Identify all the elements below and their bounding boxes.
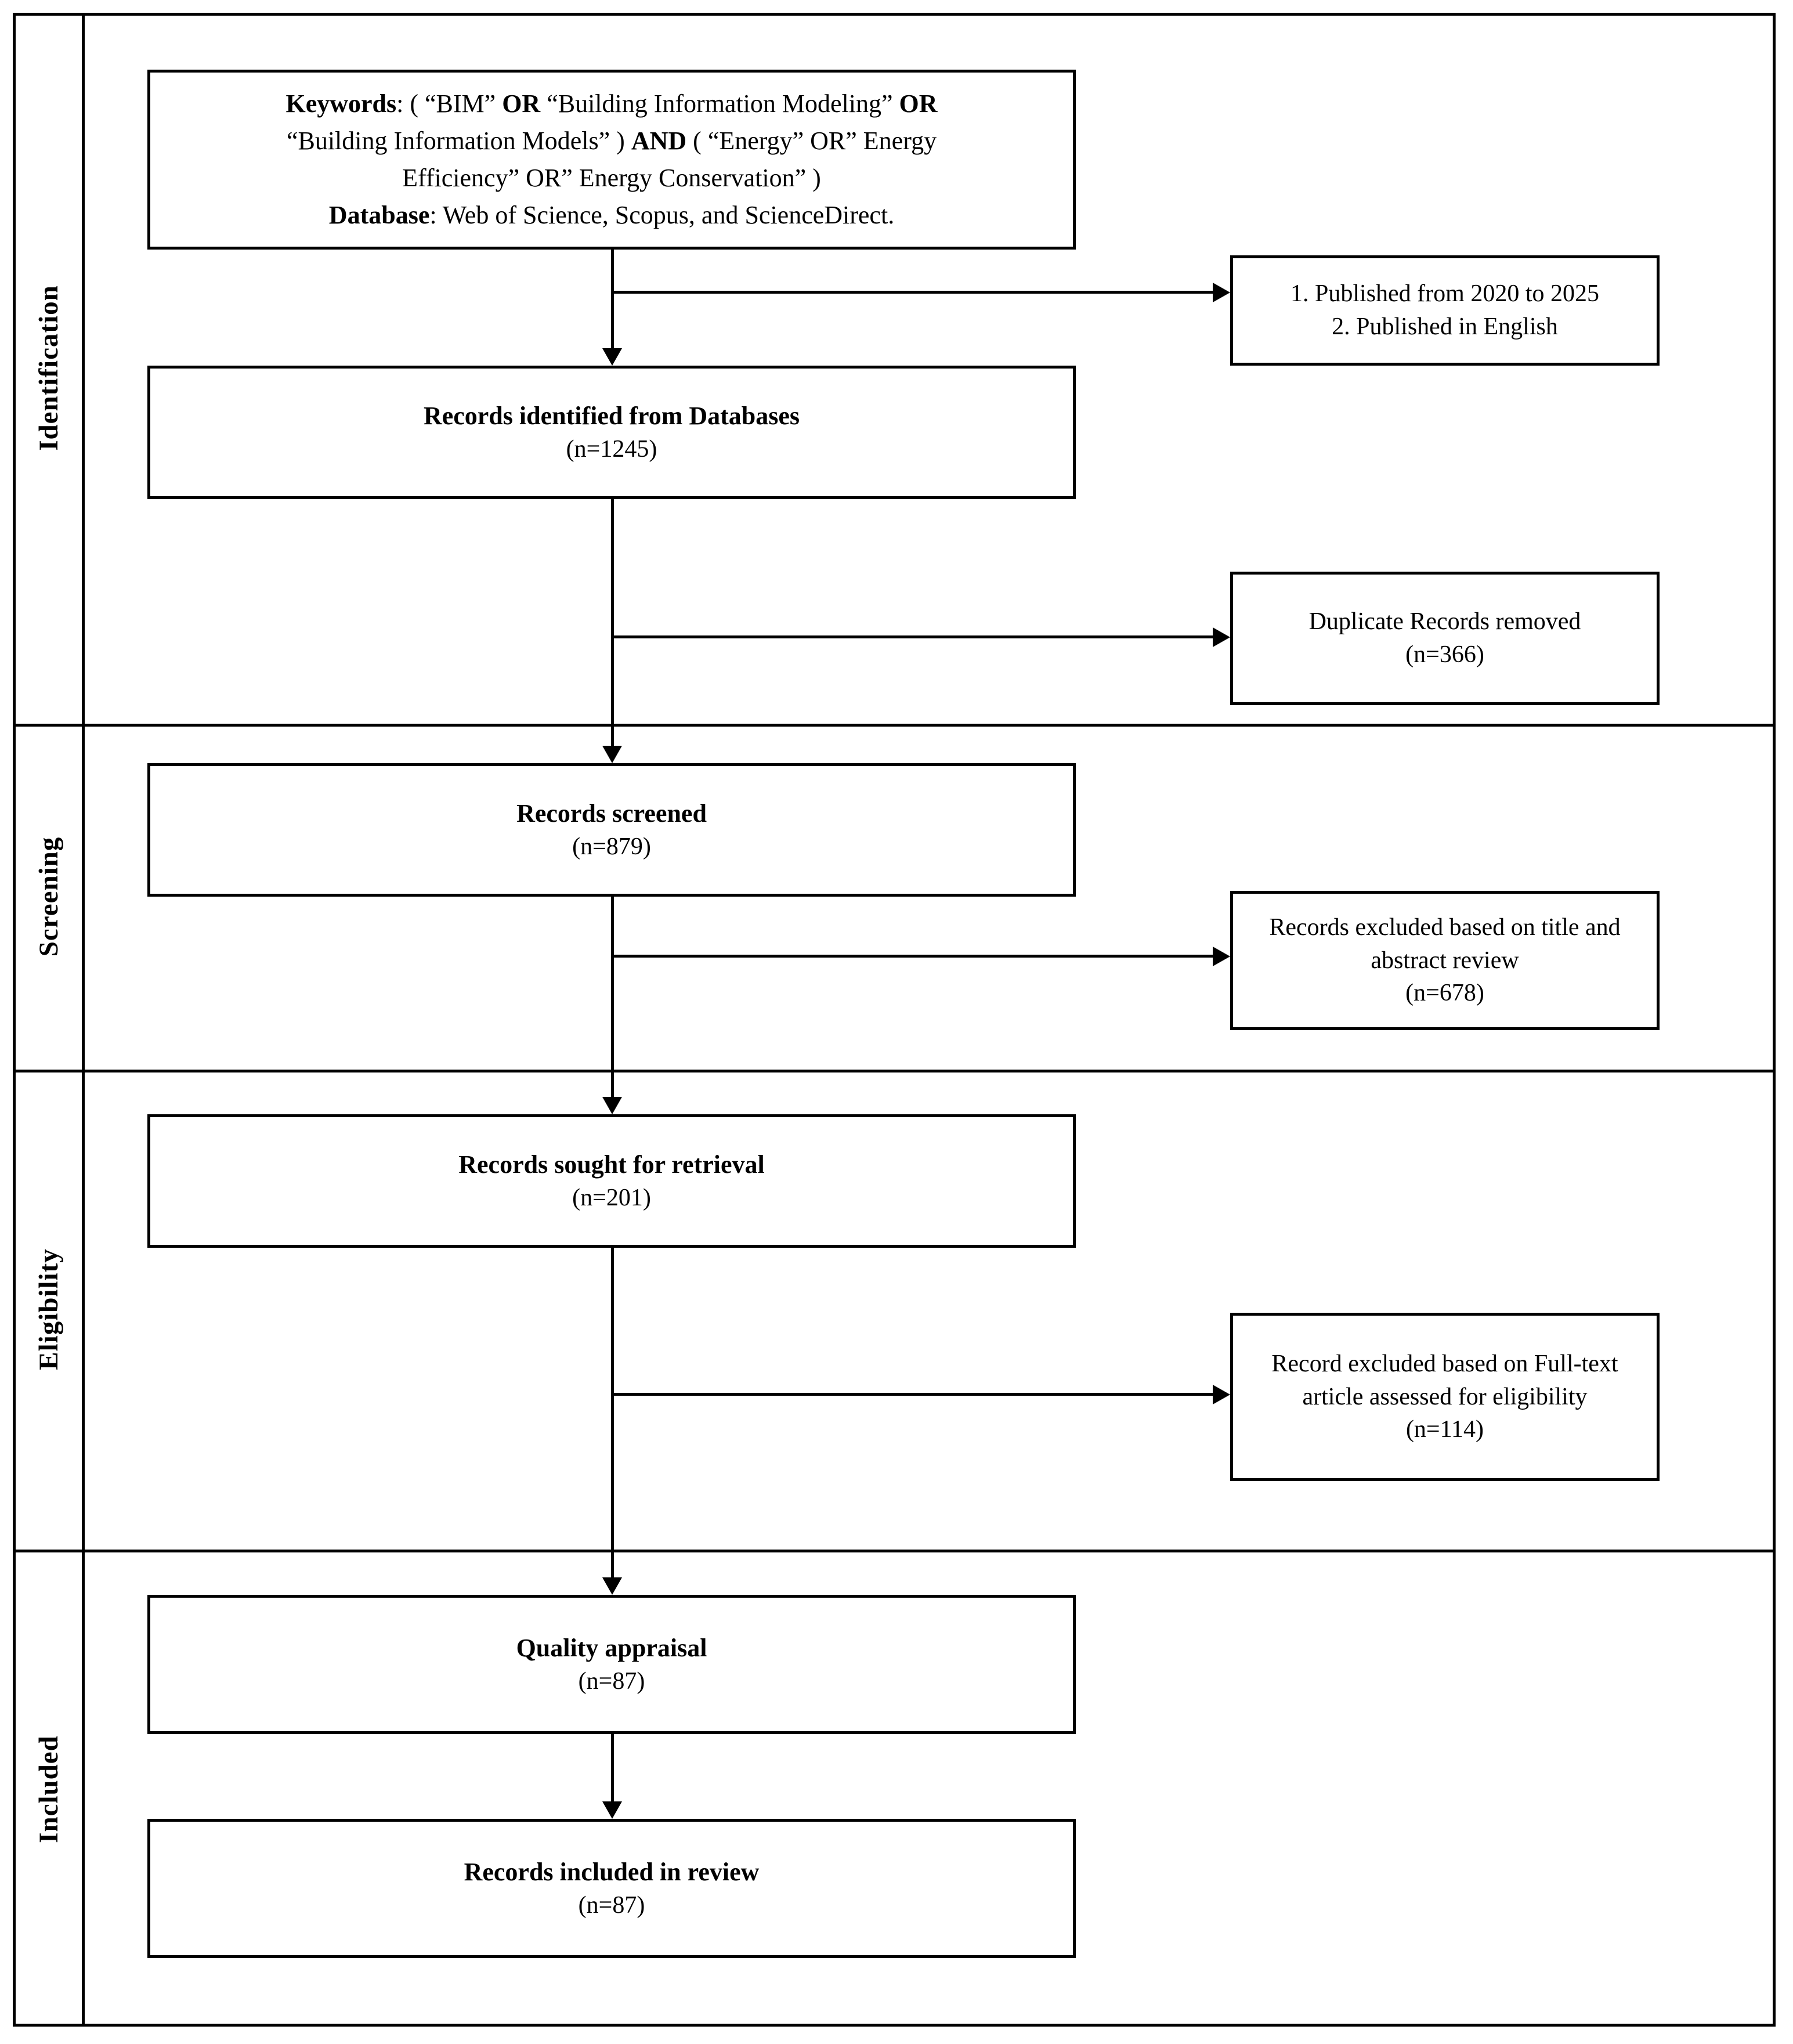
- box-records-screened: [147, 763, 1076, 897]
- phase-label-included: Included: [34, 1735, 64, 1843]
- box-records-identified: [147, 366, 1076, 499]
- box-records-included: [147, 1819, 1076, 1958]
- arrowhead-screened-to-sought: [602, 1097, 622, 1114]
- criteria-line-1: 1. Published from 2020 to 2025: [1290, 280, 1599, 308]
- box-quality-appraisal-title: Quality appraisal: [516, 1633, 707, 1662]
- arrowhead-to-criteria: [1213, 283, 1230, 302]
- box-excluded-fulltext: [1230, 1313, 1660, 1481]
- box-records-identified-count: (n=1245): [566, 436, 657, 463]
- divider-eligibility-included: [13, 1550, 1776, 1552]
- arrowhead-to-duplicates: [1213, 627, 1230, 647]
- keywords-line-2: “Building Information Models” ) AND ( “Energy” OR” Energy: [286, 127, 937, 156]
- branch-line-to-excluded-fulltext: [612, 1393, 1214, 1396]
- excluded-title-abstract-count: (n=678): [1405, 980, 1484, 1007]
- keywords-line-1: Keywords: ( “BIM” OR “Building Information Modeling” OR: [285, 89, 938, 118]
- excluded-fulltext-count: (n=114): [1405, 1416, 1484, 1443]
- box-records-included-count: (n=87): [578, 1892, 645, 1919]
- branch-line-to-criteria: [612, 291, 1214, 294]
- phase-label-screening: Screening: [34, 836, 64, 957]
- arrow-line-sought-to-quality: [611, 1248, 614, 1579]
- arrow-line-quality-to-included: [611, 1734, 614, 1803]
- keywords-box: [147, 70, 1076, 250]
- arrowhead-keywords-to-identified: [602, 348, 622, 366]
- arrowhead-identified-to-screened: [602, 746, 622, 763]
- box-records-screened-count: (n=879): [572, 833, 651, 861]
- arrowhead-to-excluded-title: [1213, 947, 1230, 966]
- criteria-line-2: 2. Published in English: [1332, 313, 1558, 340]
- divider-identification-screening: [13, 724, 1776, 727]
- phase-label-eligibility: Eligibility: [34, 1248, 64, 1370]
- excluded-fulltext-text: Record excluded based on Full-text article assessed for eligibility: [1271, 1350, 1618, 1410]
- box-criteria-published: [1230, 255, 1660, 366]
- box-quality-appraisal-count: (n=87): [578, 1668, 645, 1695]
- arrow-line-keywords-to-identified: [611, 250, 614, 349]
- arrow-line-identified-to-screened: [611, 499, 614, 747]
- duplicates-removed-count: (n=366): [1405, 641, 1484, 668]
- box-duplicates-removed: [1230, 572, 1660, 705]
- box-records-included-title: Records included in review: [464, 1857, 760, 1886]
- arrowhead-sought-to-quality: [602, 1577, 622, 1595]
- box-records-screened-title: Records screened: [516, 799, 707, 828]
- arrowhead-quality-to-included: [602, 1801, 622, 1819]
- box-records-sought-title: Records sought for retrieval: [458, 1150, 765, 1179]
- box-records-identified-title: Records identified from Databases: [423, 401, 800, 430]
- arrowhead-to-excluded-fulltext: [1213, 1385, 1230, 1404]
- keywords-line-3: Efficiency” OR” Energy Conservation” ): [402, 164, 821, 192]
- phase-label-identification: Identification: [34, 285, 64, 451]
- box-quality-appraisal: [147, 1595, 1076, 1734]
- keywords-line-4: Database: Web of Science, Scopus, and ScienceDirect.: [328, 200, 895, 229]
- box-records-sought: [147, 1114, 1076, 1248]
- duplicates-removed-text: Duplicate Records removed: [1308, 608, 1581, 635]
- box-records-sought-count: (n=201): [572, 1184, 651, 1212]
- label-column-divider: [82, 13, 85, 2027]
- excluded-title-abstract-text: Records excluded based on title and abstract review: [1269, 913, 1621, 974]
- arrow-line-screened-to-sought: [611, 897, 614, 1098]
- branch-line-to-excluded-title: [612, 955, 1214, 958]
- box-excluded-title-abstract: [1230, 891, 1660, 1030]
- branch-line-to-duplicates: [612, 635, 1214, 638]
- divider-screening-eligibility: [13, 1070, 1776, 1072]
